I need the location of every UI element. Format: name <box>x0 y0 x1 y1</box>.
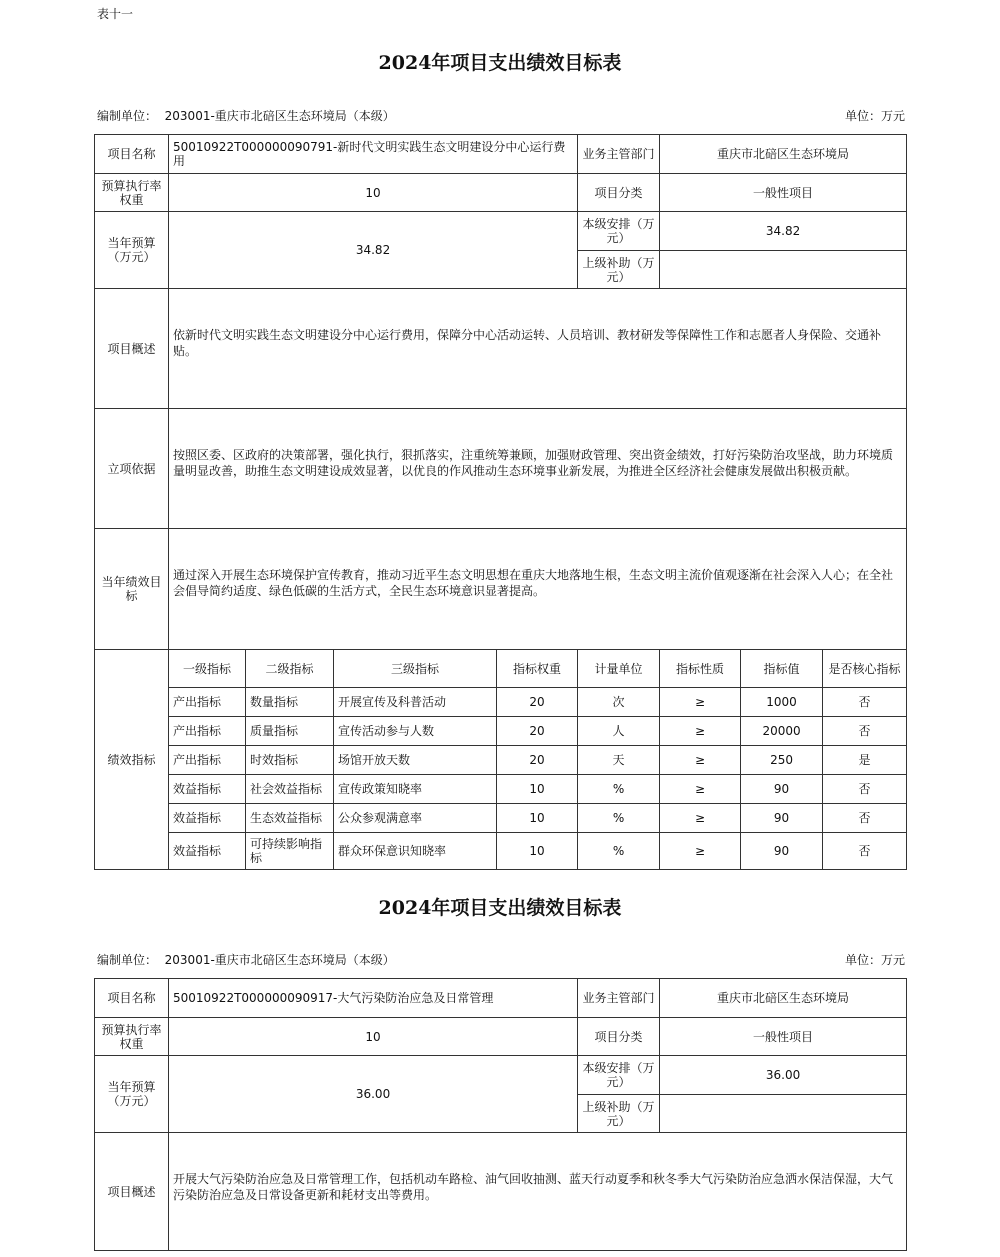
weight-cell: 10 <box>497 775 578 804</box>
dept-value: 重庆市北碚区生态环境局 <box>660 979 907 1018</box>
local-budget-label: 本级安排（万元） <box>578 1056 660 1095</box>
category-value: 一般性项目 <box>660 1018 907 1056</box>
weight-cell: 10 <box>497 804 578 833</box>
level2-cell: 可持续影响指标 <box>246 833 334 870</box>
unit-cell: 天 <box>578 746 660 775</box>
budget-value: 36.00 <box>169 1056 578 1133</box>
overview-text: 依新时代文明实践生态文明建设分中心运行费用，保障分中心活动运转、人员培训、教材研发等保障性工作和志愿者人身保险、交通补贴。 <box>169 289 907 409</box>
dept-value: 重庆市北碚区生态环境局 <box>660 135 907 174</box>
value-cell: 90 <box>741 804 823 833</box>
level3-cell: 宣传政策知晓率 <box>334 775 497 804</box>
nature-cell: ≥ <box>660 688 741 717</box>
weight-cell: 20 <box>497 717 578 746</box>
performance-table <box>94 978 907 1251</box>
project-name-value: 50010922T000000090791-新时代文明实践生态文明建设分中心运行费用 <box>169 135 578 174</box>
unit-cell: % <box>578 775 660 804</box>
level1-cell: 产出指标 <box>169 717 246 746</box>
weight-label: 预算执行率权重 <box>95 1018 169 1056</box>
nature-cell: ≥ <box>660 804 741 833</box>
core-cell: 是 <box>823 746 907 775</box>
upper-subsidy-value <box>660 251 907 289</box>
local-budget-label: 本级安排（万元） <box>578 212 660 251</box>
level2-cell: 生态效益指标 <box>246 804 334 833</box>
nature-cell: ≥ <box>660 717 741 746</box>
org-value: 203001-重庆市北碚区生态环境局（本级） <box>164 953 395 967</box>
core-cell: 否 <box>823 775 907 804</box>
local-budget-value: 34.82 <box>660 212 907 251</box>
indicator-header: 二级指标 <box>246 650 334 688</box>
nature-cell: ≥ <box>660 746 741 775</box>
weight-label: 预算执行率权重 <box>95 174 169 212</box>
level2-cell: 时效指标 <box>246 746 334 775</box>
value-cell: 250 <box>741 746 823 775</box>
indicator-header: 是否核心指标 <box>823 650 907 688</box>
indicator-header: 指标值 <box>741 650 823 688</box>
upper-subsidy-label: 上级补助（万元） <box>578 1095 660 1133</box>
table-row <box>95 775 907 804</box>
category-value: 一般性项目 <box>660 174 907 212</box>
level2-cell: 数量指标 <box>246 688 334 717</box>
table-row <box>95 833 907 870</box>
unit-text: 单位：万元 <box>844 109 905 123</box>
budget-label: 当年预算（万元） <box>95 212 169 289</box>
form-title: 2024年项目支出绩效目标表 <box>378 897 622 919</box>
dept-label: 业务主管部门 <box>578 135 660 174</box>
indicator-header: 指标性质 <box>660 650 741 688</box>
unit-cell: 人 <box>578 717 660 746</box>
indicator-label: 绩效指标 <box>95 650 169 870</box>
core-cell: 否 <box>823 833 907 870</box>
category-label: 项目分类 <box>578 1018 660 1056</box>
upper-subsidy-label: 上级补助（万元） <box>578 251 660 289</box>
basis-text: 按照区委、区政府的决策部署，强化执行，狠抓落实，注重统筹兼顾，加强财政管理、突出资金绩效，打好污染防治攻坚战，助力环境质量明显改善，助推生态文明建设成效显著，以优良的作风推动生态环境事业新发展，为推进全区经济社会健康发展做出积极贡献。 <box>169 409 907 529</box>
category-label: 项目分类 <box>578 174 660 212</box>
org-line <box>97 951 395 968</box>
weight-cell: 20 <box>497 688 578 717</box>
table-number-label: 表十一 <box>97 7 134 21</box>
weight-value: 10 <box>169 174 578 212</box>
table-row <box>95 688 907 717</box>
weight-cell: 10 <box>497 833 578 870</box>
project-name-label: 项目名称 <box>95 979 169 1018</box>
core-cell: 否 <box>823 688 907 717</box>
table-row <box>95 717 907 746</box>
table-row <box>95 804 907 833</box>
org-label: 编制单位： <box>97 109 158 123</box>
weight-value: 10 <box>169 1018 578 1056</box>
indicator-header: 计量单位 <box>578 650 660 688</box>
budget-label: 当年预算（万元） <box>95 1056 169 1133</box>
upper-subsidy-value <box>660 1095 907 1133</box>
indicator-header: 指标权重 <box>497 650 578 688</box>
dept-label: 业务主管部门 <box>578 979 660 1018</box>
unit-cell: 次 <box>578 688 660 717</box>
value-cell: 90 <box>741 775 823 804</box>
overview-label: 项目概述 <box>95 1133 169 1251</box>
org-value: 203001-重庆市北碚区生态环境局（本级） <box>164 109 395 123</box>
table-row <box>95 746 907 775</box>
core-cell: 否 <box>823 804 907 833</box>
indicator-header: 三级指标 <box>334 650 497 688</box>
org-label: 编制单位： <box>97 953 158 967</box>
budget-value: 34.82 <box>169 212 578 289</box>
level2-cell: 质量指标 <box>246 717 334 746</box>
local-budget-value: 36.00 <box>660 1056 907 1095</box>
level2-cell: 社会效益指标 <box>246 775 334 804</box>
level3-cell: 宣传活动参与人数 <box>334 717 497 746</box>
form-title: 2024年项目支出绩效目标表 <box>378 52 622 74</box>
level3-cell: 群众环保意识知晓率 <box>334 833 497 870</box>
unit-cell: % <box>578 804 660 833</box>
level1-cell: 效益指标 <box>169 833 246 870</box>
indicator-header: 一级指标 <box>169 650 246 688</box>
goal-text: 通过深入开展生态环境保护宣传教育，推动习近平生态文明思想在重庆大地落地生根，生态文明主流价值观逐渐在社会深入人心；在全社会倡导简约适度、绿色低碳的生活方式，全民生态环境意识显著提高。 <box>169 529 907 650</box>
performance-table <box>94 134 907 870</box>
level1-cell: 效益指标 <box>169 804 246 833</box>
org-line <box>97 107 395 124</box>
weight-cell: 20 <box>497 746 578 775</box>
level1-cell: 效益指标 <box>169 775 246 804</box>
basis-label: 立项依据 <box>95 409 169 529</box>
level3-cell: 开展宣传及科普活动 <box>334 688 497 717</box>
overview-label: 项目概述 <box>95 289 169 409</box>
value-cell: 20000 <box>741 717 823 746</box>
value-cell: 90 <box>741 833 823 870</box>
overview-text: 开展大气污染防治应急及日常管理工作，包括机动车路检、油气回收抽测、蓝天行动夏季和秋冬季大气污染防治应急洒水保洁保湿，大气污染防治应急及日常设备更新和耗材支出等费用。 <box>169 1133 907 1251</box>
nature-cell: ≥ <box>660 833 741 870</box>
goal-label: 当年绩效目标 <box>95 529 169 650</box>
unit-cell: % <box>578 833 660 870</box>
project-name-label: 项目名称 <box>95 135 169 174</box>
core-cell: 否 <box>823 717 907 746</box>
nature-cell: ≥ <box>660 775 741 804</box>
unit-text: 单位：万元 <box>844 953 905 967</box>
value-cell: 1000 <box>741 688 823 717</box>
project-name-value: 50010922T000000090917-大气污染防治应急及日常管理 <box>169 979 578 1018</box>
level1-cell: 产出指标 <box>169 688 246 717</box>
level3-cell: 场馆开放天数 <box>334 746 497 775</box>
level1-cell: 产出指标 <box>169 746 246 775</box>
level3-cell: 公众参观满意率 <box>334 804 497 833</box>
